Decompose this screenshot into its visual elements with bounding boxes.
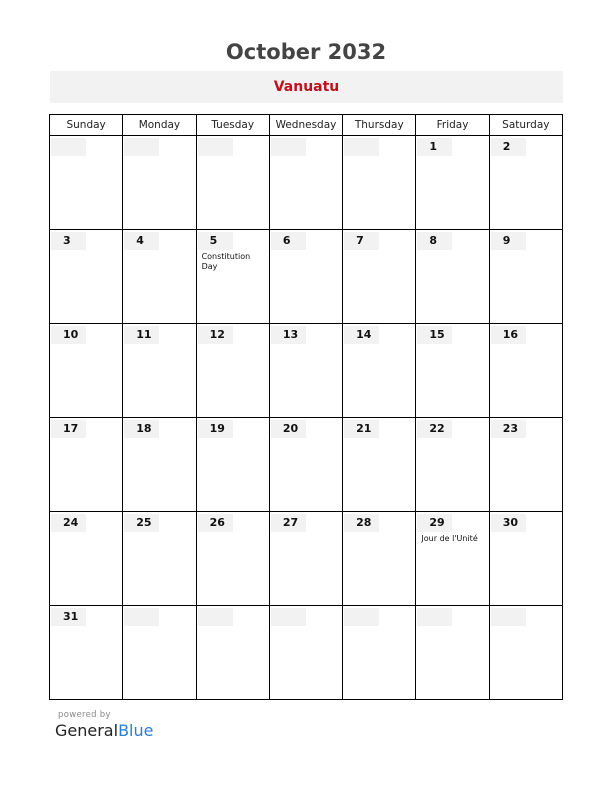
page-title: October 2032 <box>225 40 387 64</box>
day-cell <box>50 324 123 418</box>
day-cell <box>123 418 196 512</box>
day-number: 1 <box>417 138 452 156</box>
day-number: 29 <box>417 514 452 532</box>
day-cell <box>343 324 416 418</box>
day-cell <box>416 230 489 324</box>
day-cell <box>343 512 416 606</box>
week-row <box>50 512 563 606</box>
day-number: 8 <box>417 232 452 250</box>
day-cell <box>50 512 123 606</box>
weekday-header-row <box>50 115 563 136</box>
day-cell <box>489 418 562 512</box>
day-cell <box>196 324 269 418</box>
day-number: 12 <box>198 326 233 344</box>
day-number: 14 <box>344 326 379 344</box>
day-number: 17 <box>51 420 86 438</box>
weekday-header: Tuesday <box>196 115 269 136</box>
day-cell <box>489 324 562 418</box>
day-cell <box>269 230 342 324</box>
country-name: Vanuatu <box>50 71 563 103</box>
day-number <box>271 608 306 626</box>
holiday-label: Constitution Day <box>201 252 251 271</box>
day-number <box>124 608 159 626</box>
day-number <box>124 138 159 156</box>
week-row <box>50 418 563 512</box>
day-number: 23 <box>491 420 526 438</box>
day-number: 30 <box>491 514 526 532</box>
weekday-header: Saturday <box>489 115 562 136</box>
day-number: 31 <box>51 608 86 626</box>
day-number <box>491 608 526 626</box>
day-number: 2 <box>491 138 526 156</box>
weekday-header: Wednesday <box>269 115 342 136</box>
week-row <box>50 230 563 324</box>
day-cell <box>269 418 342 512</box>
day-cell <box>489 230 562 324</box>
powered-by-label: powered by <box>58 710 111 720</box>
day-number: 5 <box>198 232 233 250</box>
day-cell <box>489 512 562 606</box>
day-cell <box>489 136 562 230</box>
day-number: 10 <box>51 326 86 344</box>
day-number <box>344 138 379 156</box>
day-number: 19 <box>198 420 233 438</box>
day-number: 7 <box>344 232 379 250</box>
day-number: 25 <box>124 514 159 532</box>
day-number: 20 <box>271 420 306 438</box>
day-cell <box>343 606 416 700</box>
day-cell <box>416 606 489 700</box>
day-cell <box>50 230 123 324</box>
week-row <box>50 324 563 418</box>
day-cell <box>269 512 342 606</box>
day-cell <box>196 136 269 230</box>
generalblue-logo[interactable] <box>55 721 153 740</box>
day-cell <box>416 324 489 418</box>
week-row <box>50 606 563 700</box>
day-cell <box>416 136 489 230</box>
day-number: 21 <box>344 420 379 438</box>
day-number: 13 <box>271 326 306 344</box>
weekday-header: Thursday <box>343 115 416 136</box>
day-number: 24 <box>51 514 86 532</box>
day-cell <box>269 136 342 230</box>
day-number: 28 <box>344 514 379 532</box>
weekday-header: Monday <box>123 115 196 136</box>
day-cell <box>196 418 269 512</box>
day-cell <box>196 512 269 606</box>
day-number: 6 <box>271 232 306 250</box>
day-number: 3 <box>51 232 86 250</box>
day-number <box>51 138 86 156</box>
day-number <box>417 608 452 626</box>
day-cell <box>269 324 342 418</box>
day-cell <box>416 418 489 512</box>
day-number: 18 <box>124 420 159 438</box>
day-number: 9 <box>491 232 526 250</box>
holiday-label: Jour de l'Unité <box>421 534 478 543</box>
day-cell <box>123 606 196 700</box>
week-row <box>50 136 563 230</box>
weekday-header: Sunday <box>50 115 123 136</box>
logo-general-text: General <box>55 721 119 740</box>
day-cell <box>196 606 269 700</box>
day-number <box>344 608 379 626</box>
day-cell <box>123 512 196 606</box>
day-number <box>198 608 233 626</box>
day-number: 15 <box>417 326 452 344</box>
day-cell <box>489 606 562 700</box>
day-cell <box>343 418 416 512</box>
day-cell <box>123 136 196 230</box>
day-cell <box>50 418 123 512</box>
calendar-grid <box>49 114 563 700</box>
day-number: 27 <box>271 514 306 532</box>
day-number <box>198 138 233 156</box>
day-cell <box>343 230 416 324</box>
day-cell <box>123 324 196 418</box>
day-number <box>271 138 306 156</box>
day-number: 4 <box>124 232 159 250</box>
day-number: 16 <box>491 326 526 344</box>
weekday-header: Friday <box>416 115 489 136</box>
day-cell <box>196 230 269 324</box>
day-number: 22 <box>417 420 452 438</box>
day-cell <box>343 136 416 230</box>
day-cell <box>50 136 123 230</box>
day-number: 11 <box>124 326 159 344</box>
day-cell <box>416 512 489 606</box>
day-cell <box>269 606 342 700</box>
day-cell <box>50 606 123 700</box>
day-number: 26 <box>198 514 233 532</box>
logo-blue-text: Blue <box>118 721 154 740</box>
day-cell <box>123 230 196 324</box>
